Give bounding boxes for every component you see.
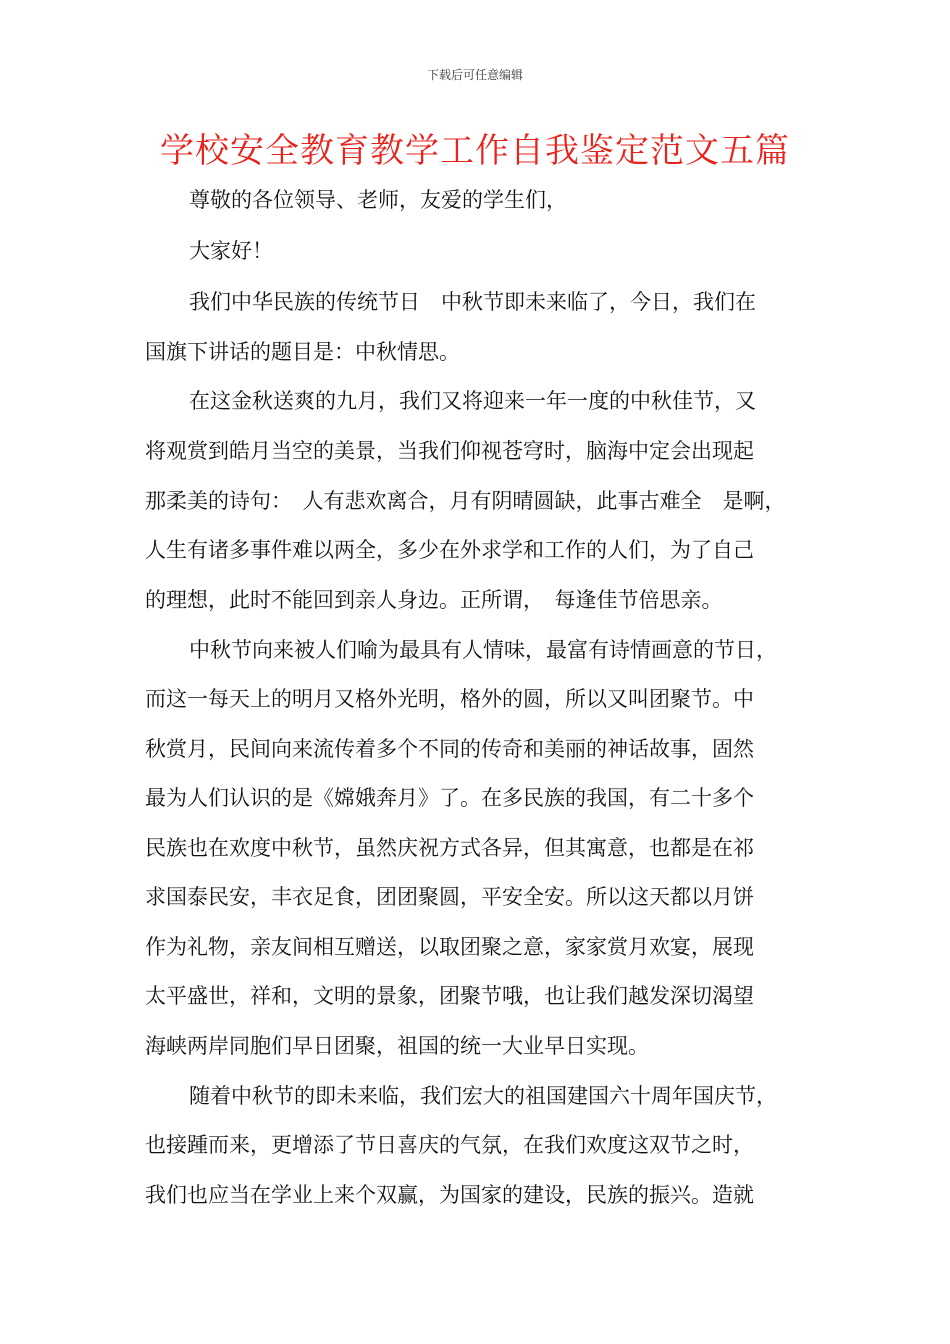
body-line: 随着中秋节的即未来临，我们宏大的祖国建国六十周年国庆节， [189, 1084, 777, 1108]
body-line: 那柔美的诗句： 人有悲欢离合，月有阴晴圆缺，此事古难全 是啊， [145, 489, 786, 513]
body-line: 中秋节向来被人们喻为最具有人情味，最富有诗情画意的节日， [189, 638, 777, 662]
body-line: 民族也在欢度中秋节，虽然庆祝方式各异，但其寓意，也都是在祁 [145, 836, 754, 860]
body-line: 在这金秋送爽的九月，我们又将迎来一年一度的中秋佳节，又 [189, 389, 756, 413]
body-line: 尊敬的各位领导、老师，友爱的学生们， [189, 188, 567, 212]
body-line: 国旗下讲话的题目是：中秋情思。 [145, 340, 460, 364]
body-line: 太平盛世，祥和，文明的景象，团聚节哦，也让我们越发深切渴望 [145, 984, 754, 1008]
body-line: 人生有诸多事件难以两全，多少在外求学和工作的人们，为了自己 [145, 538, 754, 562]
body-line: 而这一每天上的明月又格外光明，格外的圆，所以又叫团聚节。中 [145, 687, 754, 711]
body-line: 大家好！ [189, 239, 273, 263]
body-line: 将观赏到皓月当空的美景，当我们仰视苍穹时，脑海中定会出现起 [145, 439, 754, 463]
body-line: 也接踵而来，更增添了节日喜庆的气氛，在我们欢度这双节之时， [145, 1133, 754, 1157]
body-line: 作为礼物，亲友间相互赠送，以取团聚之意，家家赏月欢宴，展现 [145, 935, 754, 959]
body-line: 的理想，此时不能回到亲人身边。正所谓， 每逢佳节倍思亲。 [145, 588, 723, 612]
body-line: 我们也应当在学业上来个双赢，为国家的建设，民族的振兴。造就 [145, 1183, 754, 1207]
document-title: 学校安全教育教学工作自我鉴定范文五篇 [160, 131, 790, 171]
body-line: 海峡两岸同胞们早日团聚，祖国的统一大业早日实现。 [145, 1034, 649, 1058]
body-line: 秋赏月，民间向来流传着多个不同的传奇和美丽的神话故事，固然 [145, 737, 754, 761]
body-line: 求国泰民安，丰衣足食，团团聚圆，平安全安。所以这天都以月饼 [145, 885, 754, 909]
body-line: 我们中华民族的传统节日 中秋节即未来临了，今日，我们在 [189, 290, 756, 314]
body-line: 最为人们认识的是《嫦娥奔月》了。在多民族的我国，有二十多个 [145, 786, 754, 810]
header-note: 下载后可任意编辑 [426, 68, 523, 82]
